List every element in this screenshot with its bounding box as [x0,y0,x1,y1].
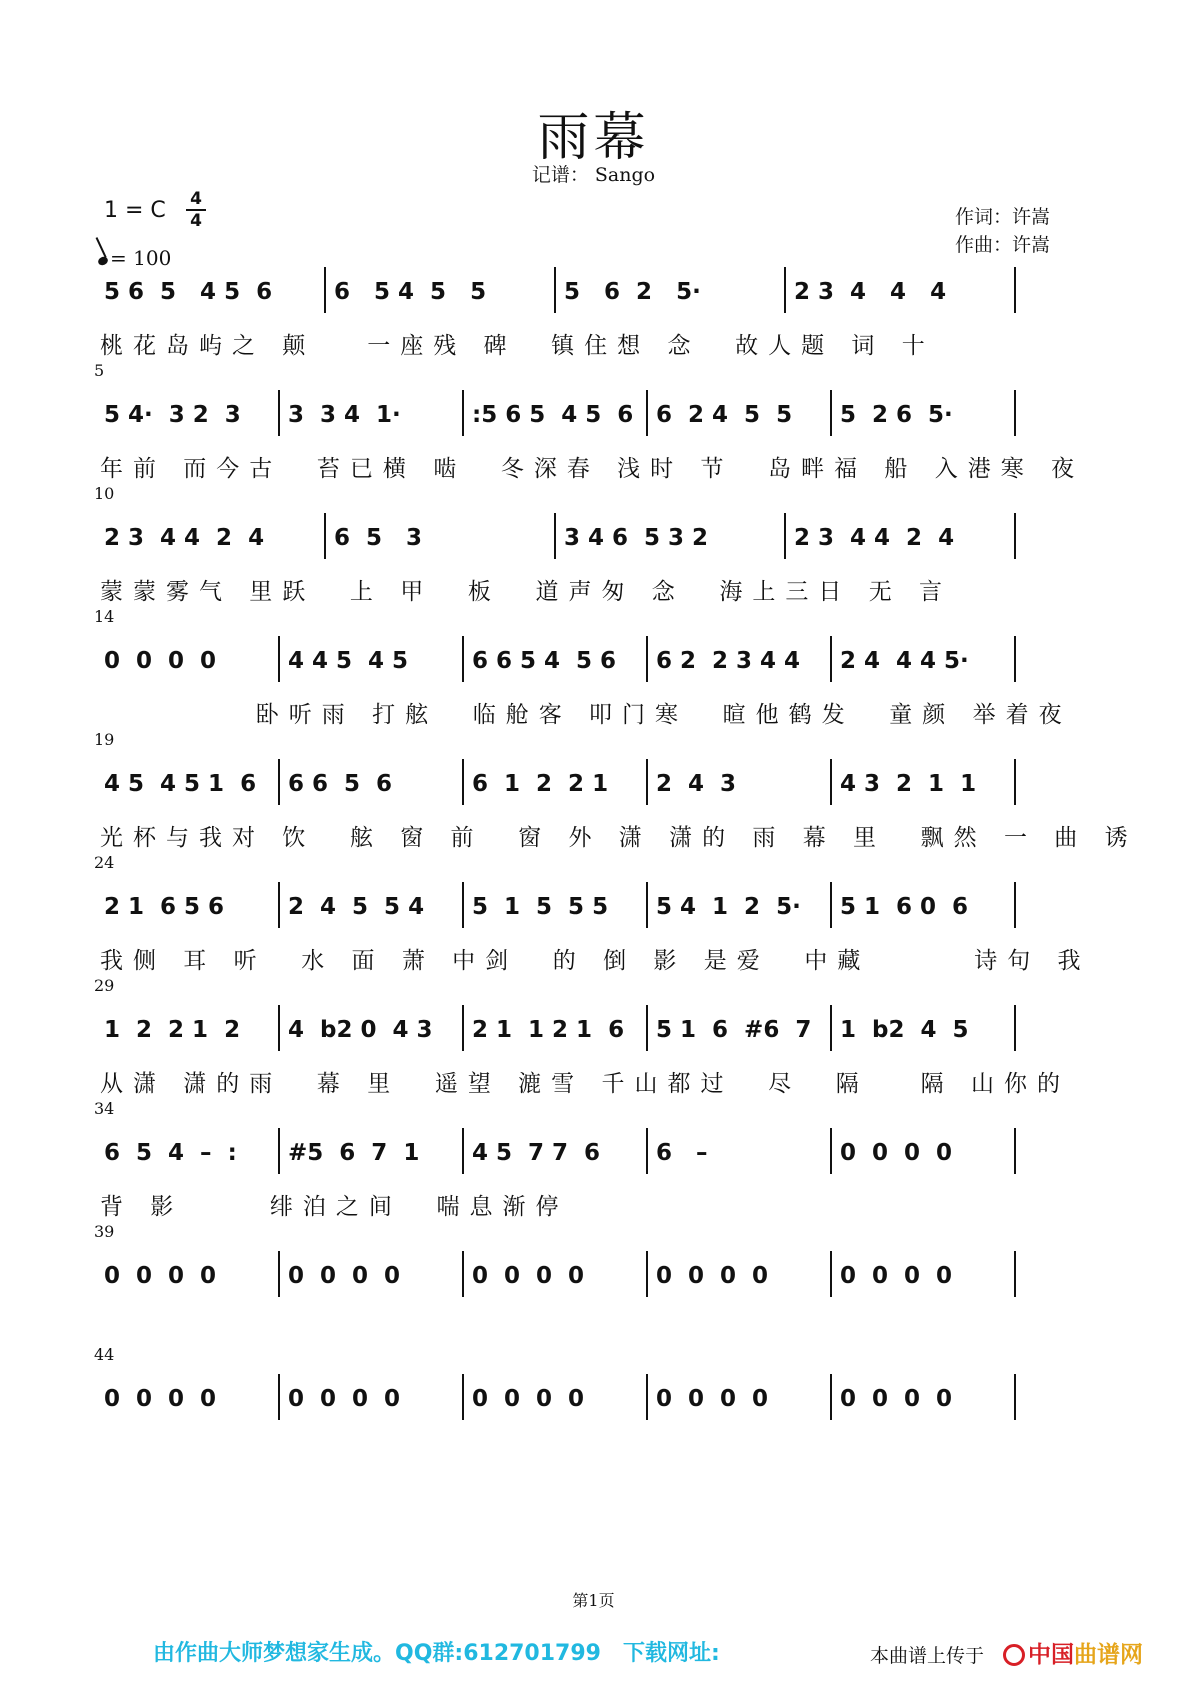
measure-notes: 0 0 0 0 [104,1263,217,1289]
lyric-line: 蒙蒙雾气 里跃 上 甲 板 道声匆 念 海上三日 无 言 [100,579,953,605]
logo-sub-text: 曲谱网 [1074,1642,1143,1668]
barline [462,636,464,682]
measure-number: 24 [94,853,115,872]
measure-notes: 0 0 0 0 [840,1140,953,1166]
barline [278,1128,280,1174]
barline [278,390,280,436]
measure-notes: 4 3 2 1 1 [840,771,977,797]
credits [955,203,1050,259]
generator-note: 由作曲大师梦想家生成。QQ群:612701799 下载网址: [153,1641,720,1666]
measure-notes: 0 0 0 0 [840,1386,953,1412]
measure-notes: :5 6 5 4 5 6 [472,402,634,428]
lyric-line: 我侧 耳 听 水 面 萧 中剑 的 倒 影 是爱 中藏 诗句 我 [100,948,1091,974]
barline [554,513,556,559]
measure-notes: 6 5 4 – : [104,1140,237,1166]
measure-notes: 5 1 5 5 5 [472,894,609,920]
measure-notes: 4 5 4 5 1 6 [104,771,257,797]
barline [462,390,464,436]
barline [830,390,832,436]
barline [1014,759,1016,805]
measure-notes: 2 4 3 [656,771,737,797]
barline [784,267,786,313]
time-signature-bottom: 4 [190,211,202,231]
barline [1014,636,1016,682]
barline [278,882,280,928]
measure-notes: 6 2 2 3 4 4 [656,648,801,674]
tempo-marking [98,246,171,270]
measure-notes: 2 3 4 4 2 4 [104,525,265,551]
measure-notes: 4 4 5 4 5 [288,648,409,674]
measure-number: 29 [94,976,115,995]
lyric-line: 背 影 绯泊之间 喘息渐停 [100,1194,569,1220]
measure-notes: 6 6 5 6 [288,771,393,797]
barline [324,513,326,559]
barline [462,1005,464,1051]
measure-notes: 2 3 4 4 4 [794,279,947,305]
logo-mark-icon [1003,1644,1025,1666]
measure-notes: 2 3 4 4 2 4 [794,525,955,551]
time-signature [186,190,206,230]
measure-notes: 2 4 5 5 4 [288,894,425,920]
upload-note: 本曲谱上传于 [870,1645,985,1667]
key-signature: 1 = C [104,198,166,223]
measure-number: 14 [94,607,115,626]
measure-notes: 2 1 1 2 1 6 [472,1017,625,1043]
tempo-value: = 100 [110,246,172,270]
measure-notes: 0 0 0 0 [104,648,217,674]
site-logo [1003,1636,1143,1669]
barline [646,636,648,682]
measure-notes: 6 6 5 4 5 6 [472,648,617,674]
measure-notes: 6 1 2 2 1 [472,771,609,797]
logo-main-text: 中国 [1028,1642,1074,1668]
lyric-line: 从潇 潇的雨 幕 里 遥望 漉雪 千山都过 尽 隔 隔 山你的 [100,1071,1070,1097]
measure-notes: 0 0 0 0 [288,1263,401,1289]
measure-number: 19 [94,730,115,749]
barline [278,1251,280,1297]
measure-notes: 1 b2 4 5 [840,1017,969,1043]
barline [1014,1005,1016,1051]
barline [278,1374,280,1420]
barline [784,513,786,559]
barline [278,1005,280,1051]
barline [554,267,556,313]
measure-notes: 2 4 4 4 5· [840,648,969,674]
measure-notes: #5 6 7 1 [288,1140,420,1166]
measure-notes: 5 2 6 5· [840,402,953,428]
barline [830,882,832,928]
page-number: 第1页 [572,1591,615,1610]
measure-notes: 0 0 0 0 [840,1263,953,1289]
measure-notes: 0 0 0 0 [472,1386,585,1412]
measure-notes: 5 1 6 #6 7 [656,1017,812,1043]
measure-notes: 6 – [656,1140,708,1166]
barline [830,1128,832,1174]
barline [830,636,832,682]
transcriber: 记谱： Sango [531,164,656,186]
measure-notes: 5 4 1 2 5· [656,894,801,920]
barline [1014,1128,1016,1174]
barline [462,882,464,928]
barline [646,1128,648,1174]
measure-notes: 6 5 4 5 5 [334,279,487,305]
measure-number: 10 [94,484,115,503]
barline [830,1005,832,1051]
measure-notes: 5 1 6 0 6 [840,894,969,920]
barline [324,267,326,313]
measure-notes: 3 4 6 5 3 2 [564,525,709,551]
barline [278,759,280,805]
barline [646,1374,648,1420]
measure-notes: 4 5 7 7 6 [472,1140,601,1166]
barline [646,390,648,436]
barline [1014,267,1016,313]
composer: 作曲：许嵩 [955,234,1051,256]
measure-notes: 5 6 2 5· [564,279,701,305]
lyric-line: 年前 而今古 苔已横 啮 冬深春 浅时 节 岛畔福 船 入港寒 夜 [100,456,1085,482]
barline [462,1251,464,1297]
barline [462,759,464,805]
lyric-line: 光杯与我对 饮 舷 窗 前 窗 外 潇 潇的 雨 幕 里 飘然 一 曲 诱 [100,825,1138,851]
barline [830,759,832,805]
barline [1014,513,1016,559]
barline [1014,1374,1016,1420]
barline [462,1128,464,1174]
measure-number: 44 [94,1345,115,1364]
barline [462,1374,464,1420]
barline [646,1251,648,1297]
measure-number: 5 [94,361,105,380]
barline [1014,882,1016,928]
measure-notes: 5 6 5 4 5 6 [104,279,273,305]
lyric-line: 桃花岛屿之 颠 一座残 碑 镇住想 念 故人题 词 十 [100,333,935,359]
barline [278,636,280,682]
quarter-note-icon [97,255,109,266]
lyric-line: 卧听雨 打舷 临舱客 叩门寒 暄他鹤发 童颜 举着夜 [100,702,1072,728]
lyricist: 作词：许嵩 [955,206,1051,228]
barline [1014,1251,1016,1297]
score-title: 雨幕 [537,108,650,168]
barline [646,759,648,805]
barline [646,1005,648,1051]
measure-notes: 0 0 0 0 [656,1263,769,1289]
measure-number: 39 [94,1222,115,1241]
measure-notes: 0 0 0 0 [656,1386,769,1412]
measure-number: 34 [94,1099,115,1118]
measure-notes: 6 5 3 [334,525,423,551]
measure-notes: 3 3 4 1· [288,402,401,428]
barline [830,1251,832,1297]
measure-notes: 1 2 2 1 2 [104,1017,241,1043]
measure-notes: 0 0 0 0 [104,1386,217,1412]
measure-notes: 0 0 0 0 [288,1386,401,1412]
barline [1014,390,1016,436]
barline [830,1374,832,1420]
measure-notes: 6 2 4 5 5 [656,402,793,428]
time-signature-top: 4 [190,189,202,209]
measure-notes: 0 0 0 0 [472,1263,585,1289]
measure-notes: 2 1 6 5 6 [104,894,225,920]
measure-notes: 4 b2 0 4 3 [288,1017,433,1043]
barline [646,882,648,928]
measure-notes: 5 4· 3 2 3 [104,402,241,428]
